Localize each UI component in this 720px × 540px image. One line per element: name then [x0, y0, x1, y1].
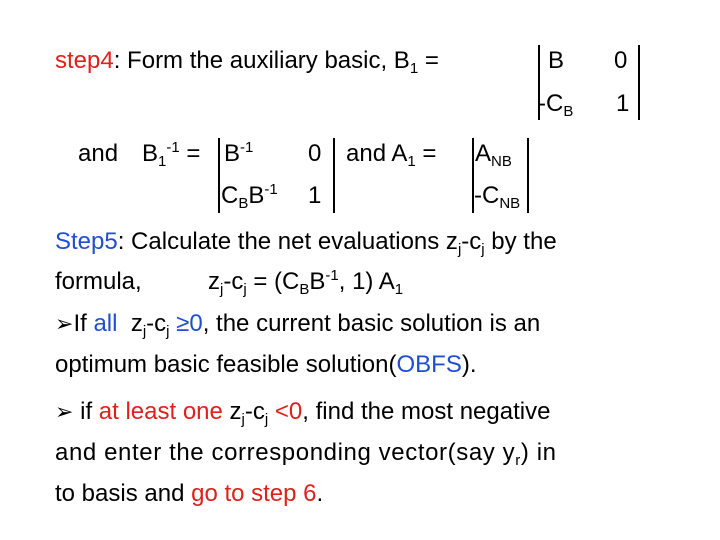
- step5-line: Step5: Calculate the net evaluations $z_j-c_j$ by the: [55, 228, 557, 258]
- m3-r2: $-C_{NB}$: [474, 182, 521, 212]
- m1-r2c1: $-C_B$: [538, 90, 574, 120]
- matrix1-right-bar: [638, 45, 640, 120]
- matrix2-right-bar: [333, 138, 335, 213]
- step4-sub: 1: [409, 60, 419, 77]
- inverse-and-a1: and $A_1$ =: [346, 140, 437, 170]
- matrix2-left-bar: [218, 138, 220, 213]
- bullet1-line2: optimum basic feasible solution(OBFS).: [55, 351, 477, 378]
- m2-r2c2: 1: [308, 182, 322, 209]
- step5-label: Step5: [55, 228, 118, 255]
- bullet1-line1: ➢If all $z_j-c_j \ge 0$, the current basic solution is an: [55, 310, 541, 340]
- step4-line: [55, 47, 439, 75]
- m2-r2c1: $C_BB^{-1}$: [221, 181, 278, 212]
- matrix3-right-bar: [527, 138, 529, 213]
- step4-text: : Form the auxiliary basic, B: [113, 47, 410, 74]
- m1-r1c2: 0: [614, 47, 628, 74]
- m1-r1c1: B: [548, 47, 565, 74]
- bullet2-line3: to basis and go to step 6.: [55, 480, 324, 507]
- inverse-and: and: [78, 140, 119, 167]
- step4-label: step4: [55, 47, 114, 74]
- inverse-b1: $B_1^{-1}$ =: [142, 139, 201, 170]
- formula-label: formula,: [55, 268, 142, 295]
- m1-r2c2: 1: [616, 90, 630, 117]
- m2-r1c2: 0: [308, 140, 322, 167]
- formula-expression: $z_j-c_j = (C_BB^{-1}$, 1) $A_1$: [208, 267, 404, 298]
- bullet2-line1: ➢ if at least one $z_j-c_j <0$, find the most negative: [55, 398, 551, 428]
- arrow-bullet-icon: ➢: [55, 400, 74, 425]
- m3-r1: $A_{NB}$: [475, 140, 512, 170]
- m2-r1c1: $B^{-1}$: [224, 139, 254, 167]
- step4-eq: =: [418, 47, 439, 74]
- bullet2-line2: and enter the corresponding vector(say $y_r$) in: [55, 439, 557, 469]
- arrow-bullet-icon: ➢: [55, 312, 74, 337]
